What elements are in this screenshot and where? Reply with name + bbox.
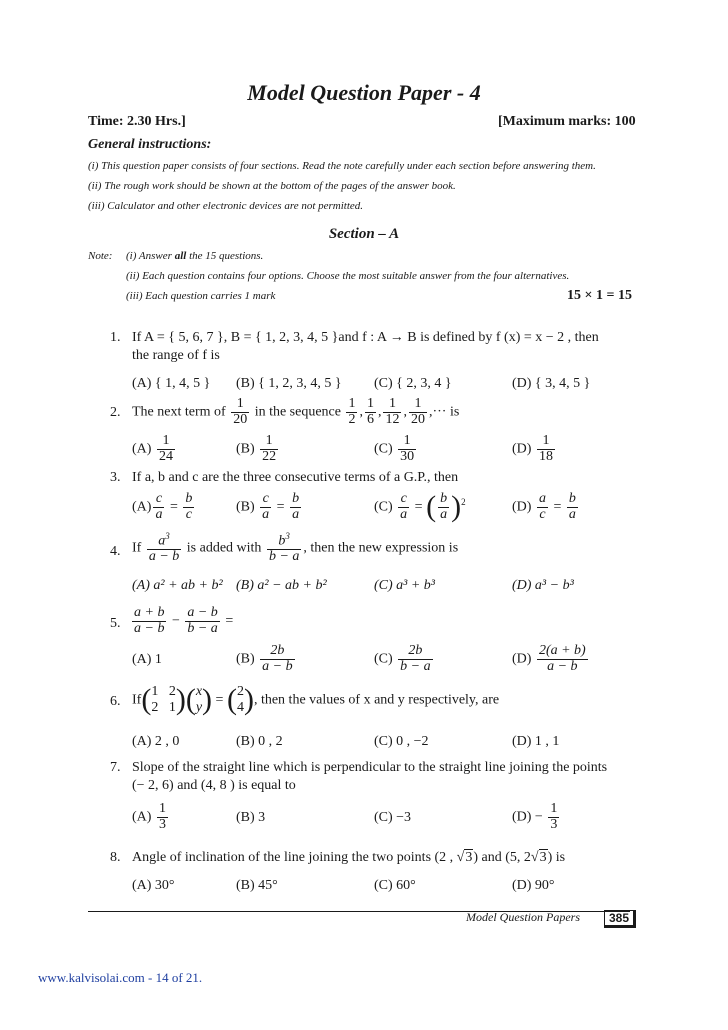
q3-c-rhs: $\frac{b}{a}$ [440, 491, 448, 522]
q2-fraction-den: 20 [233, 411, 248, 427]
q7-line2: (− 2, 6) and (4, 8 ) is equal to [132, 778, 296, 793]
footer-label: Model Question Papers [466, 910, 580, 924]
max-marks-label: [Maximum marks: 100 [498, 114, 636, 129]
q8-text: Angle of inclination of the line joining the two points (2 , √3) and (5, 2√3) is [132, 850, 566, 865]
q7-a-frac: $\frac{1}{3}$ [158, 801, 166, 832]
q4-option-c: (C) a³ + b³ [374, 578, 436, 593]
q2-seq-3-num: 1 [383, 397, 401, 413]
q2-option-a [132, 434, 177, 464]
q5-option-d [512, 644, 590, 674]
q4-pre: If [132, 540, 142, 556]
q3-text: If a, b and c are the three consecutive terms of a G.P., then [132, 470, 459, 485]
q2-option-a-num: 1 [157, 434, 175, 450]
q8-number: 8. [110, 850, 121, 865]
q2-option-c-frac [398, 434, 416, 464]
q2-option-d-frac [537, 434, 555, 464]
q6-matrix: 1 2 2 1 [151, 684, 176, 716]
q4-number: 4. [110, 544, 121, 559]
q3-b-lhs: $\frac{c}{a}$ [262, 491, 270, 522]
q3-option-b-label: (B) [236, 499, 255, 515]
q2-option-a-label: (A) [132, 441, 152, 457]
q5-frac-2: $\frac{a - b}{b - a}$ [187, 605, 218, 636]
q1-line1: If A = { 5, 6, 7 }, B = { 1, 2, 3, 4, 5 }and f : A → B is defined by f (x) = x − 2 , then [132, 330, 599, 345]
q6-post: , then the values of x and y respectively, are [253, 692, 500, 708]
q1-option-d: (D) { 3, 4, 5 } [512, 376, 591, 391]
q5-option-c-label: (C) [374, 651, 393, 667]
q3-b-rhs: $\frac{b}{a}$ [292, 491, 300, 522]
q2-option-a-frac [157, 434, 175, 464]
q2-option-d [512, 434, 557, 464]
note-item-1-bold: all [174, 250, 187, 262]
q7-option-d-label: (D) − [512, 809, 543, 825]
q2-seq-3-den: 12 [385, 411, 400, 427]
q3-d-lhs: $\frac{a}{c}$ [538, 491, 546, 522]
q6-number: 6. [110, 694, 121, 709]
q8-option-a: (A) 30° [132, 878, 175, 893]
q2-option-b-label: (B) [236, 441, 255, 457]
q6-question: If( 1 2 2 1 )( x y ) = ( 2 4 ), then the values of x and y respectively, are [132, 683, 500, 717]
instruction-2: (ii) The rough work should be shown at the bottom of the pages of the answer book. [88, 180, 456, 192]
q3-option-a-label: (A) [132, 499, 152, 515]
q2-seq-2-num: 1 [366, 396, 374, 411]
q2-pre: The next term of [132, 404, 226, 420]
q3-option-d-label: (D) [512, 499, 532, 515]
q4-post: , then the new expression is [303, 540, 459, 556]
note-item-1 [126, 250, 263, 262]
q2-tail: ,··· is [428, 404, 460, 420]
q2-option-d-label: (D) [512, 441, 532, 457]
q3-option-b: (B) $\frac{c}{a}$ = $\frac{b}{a}$ [236, 491, 300, 522]
q2-seq-3 [383, 397, 401, 427]
q3-d-rhs: $\frac{b}{a}$ [568, 491, 576, 522]
q2-option-c [374, 434, 418, 464]
q8-option-b: (B) 45° [236, 878, 278, 893]
q5-option-b [236, 644, 297, 674]
q5-option-b-label: (B) [236, 651, 255, 667]
q4-frac-1: $\frac{a^3}{a - b}$ [148, 531, 180, 565]
q5-number: 5. [110, 616, 121, 631]
q2-seq-1-num: 1 [348, 396, 356, 411]
q2-option-a-den: 24 [158, 448, 173, 464]
q6-vector-xy: x y [195, 684, 203, 716]
source-link[interactable]: www.kalvisolai.com - 14 of 21. [38, 970, 203, 985]
q1-number: 1. [110, 330, 121, 345]
q3-option-c: (C) $\frac{c}{a}$ = ( $\frac{b}{a}$ )$^2$ [374, 490, 466, 524]
q2-option-c-den: 30 [400, 448, 415, 464]
q7-number: 7. [110, 760, 121, 775]
q3-a-rhs: $\frac{b}{c}$ [185, 491, 193, 522]
page-number: 385 [604, 910, 636, 928]
instruction-3: (iii) Calculator and other electronic devices are not permitted. [88, 200, 364, 212]
q2-question: The next term of $\frac{1}{20}$ in the sequence $\frac{1}{2}$ , $\frac{1}{6}$ , $\frac{1}{12}$ , $\frac{1}{20}$ ,··· is [132, 396, 460, 427]
note-item-1-pre: (i) Answer [126, 250, 175, 262]
q1-option-a: (A) { 1, 4, 5 } [132, 376, 211, 391]
q5-option-d-label: (D) [512, 651, 532, 667]
section-marks: 15 × 1 = 15 [567, 288, 632, 303]
q2-option-b-frac [260, 434, 278, 464]
q2-option-b-num: 1 [260, 434, 278, 450]
q7-option-a-label: (A) [132, 809, 152, 825]
q2-seq-4 [409, 397, 427, 427]
q7-option-d [512, 802, 561, 832]
q2-seq-1 [346, 397, 357, 427]
q7-option-b: (B) 3 [236, 810, 266, 825]
q2-fraction-num: 1 [231, 397, 249, 413]
q3-option-a: (A) $\frac{c}{a}$ = $\frac{b}{c}$ [132, 491, 193, 522]
q4-mid: is added with [186, 540, 262, 556]
q3-option-c-label: (C) [374, 499, 393, 515]
q2-seq-1-den: 2 [348, 411, 356, 427]
q4-option-a: (A) a² + ab + b² [132, 578, 223, 593]
q2-option-d-den: 18 [538, 448, 553, 464]
q2-seq-2 [365, 397, 376, 427]
section-title: Section – A [328, 226, 400, 242]
q2-seq-4-num: 1 [409, 397, 427, 413]
q2-option-b-den: 22 [262, 448, 277, 464]
paper-title: Model Question Paper - 4 [247, 80, 481, 105]
q5-b-frac: $\frac{2b}{a - b}$ [262, 643, 293, 674]
q4-frac-2: $\frac{b^3}{b - a}$ [268, 531, 300, 565]
note-item-3: (iii) Each question carries 1 mark [126, 290, 276, 302]
q8-option-d: (D) 90° [512, 878, 555, 893]
q5-question: $\frac{a + b}{a - b}$ − $\frac{a - b}{b - a}$ = [134, 605, 234, 636]
q6-option-d: (D) 1 , 1 [512, 734, 560, 749]
note-item-1-post: the 15 questions. [186, 250, 264, 262]
q2-seq-2-den: 6 [366, 411, 374, 427]
q4-option-b: (B) a² − ab + b² [236, 578, 327, 593]
instruction-1: (i) This question paper consists of four sections. Read the note carefully under each section before answering them. [88, 160, 596, 172]
q7-line1: Slope of the straight line which is perpendicular to the straight line joining the points [132, 760, 608, 775]
general-instructions-heading: General instructions: [88, 137, 212, 152]
q6-option-a: (A) 2 , 0 [132, 734, 180, 749]
q2-seq-4-den: 20 [410, 411, 425, 427]
q1-line2: the range of f is [132, 348, 220, 363]
q2-option-c-num: 1 [398, 434, 416, 450]
q5-option-a: (A) 1 [132, 652, 162, 667]
q6-pre: If [132, 692, 142, 708]
q8-text-pre: Angle of inclination of the line joining the two points [132, 850, 432, 865]
q5-d-frac: $\frac{2(a + b)}{a - b}$ [538, 643, 586, 674]
q2-option-c-label: (C) [374, 441, 393, 457]
q8-option-c: (C) 60° [374, 878, 416, 893]
q5-frac-1: $\frac{a + b}{a - b}$ [134, 605, 165, 636]
note-label: Note: [88, 250, 113, 262]
q3-number: 3. [110, 470, 121, 485]
note-item-2: (ii) Each question contains four options. Choose the most suitable answer from the four alternatives. [126, 270, 570, 282]
q5-option-c [374, 644, 435, 674]
q7-option-a [132, 802, 170, 832]
q6-vector-result: 2 4 [236, 684, 244, 716]
q2-option-b [236, 434, 280, 464]
q2-mid: in the sequence [254, 404, 341, 420]
q4-question [132, 532, 458, 565]
q6-option-b: (B) 0 , 2 [236, 734, 283, 749]
q8-text-post: is [555, 850, 566, 865]
q5-c-frac: $\frac{2b}{b - a}$ [400, 643, 431, 674]
q7-option-c: (C) −3 [374, 810, 412, 825]
q2-number: 2. [110, 405, 121, 420]
q1-option-c: (C) { 2, 3, 4 } [374, 376, 452, 391]
q2-fraction [231, 397, 249, 427]
q3-option-d: (D) $\frac{a}{c}$ = $\frac{b}{a}$ [512, 491, 576, 522]
q6-option-c: (C) 0 , −2 [374, 734, 429, 749]
q1-option-b: (B) { 1, 2, 3, 4, 5 } [236, 376, 342, 391]
q4-option-d: (D) a³ − b³ [512, 578, 574, 593]
q2-option-d-num: 1 [537, 434, 555, 450]
q7-d-frac: $\frac{1}{3}$ [550, 801, 558, 832]
time-label: Time: 2.30 Hrs.] [88, 114, 186, 129]
q3-c-lhs: $\frac{c}{a}$ [400, 491, 408, 522]
q3-a-lhs: $\frac{c}{a}$ [155, 491, 163, 522]
